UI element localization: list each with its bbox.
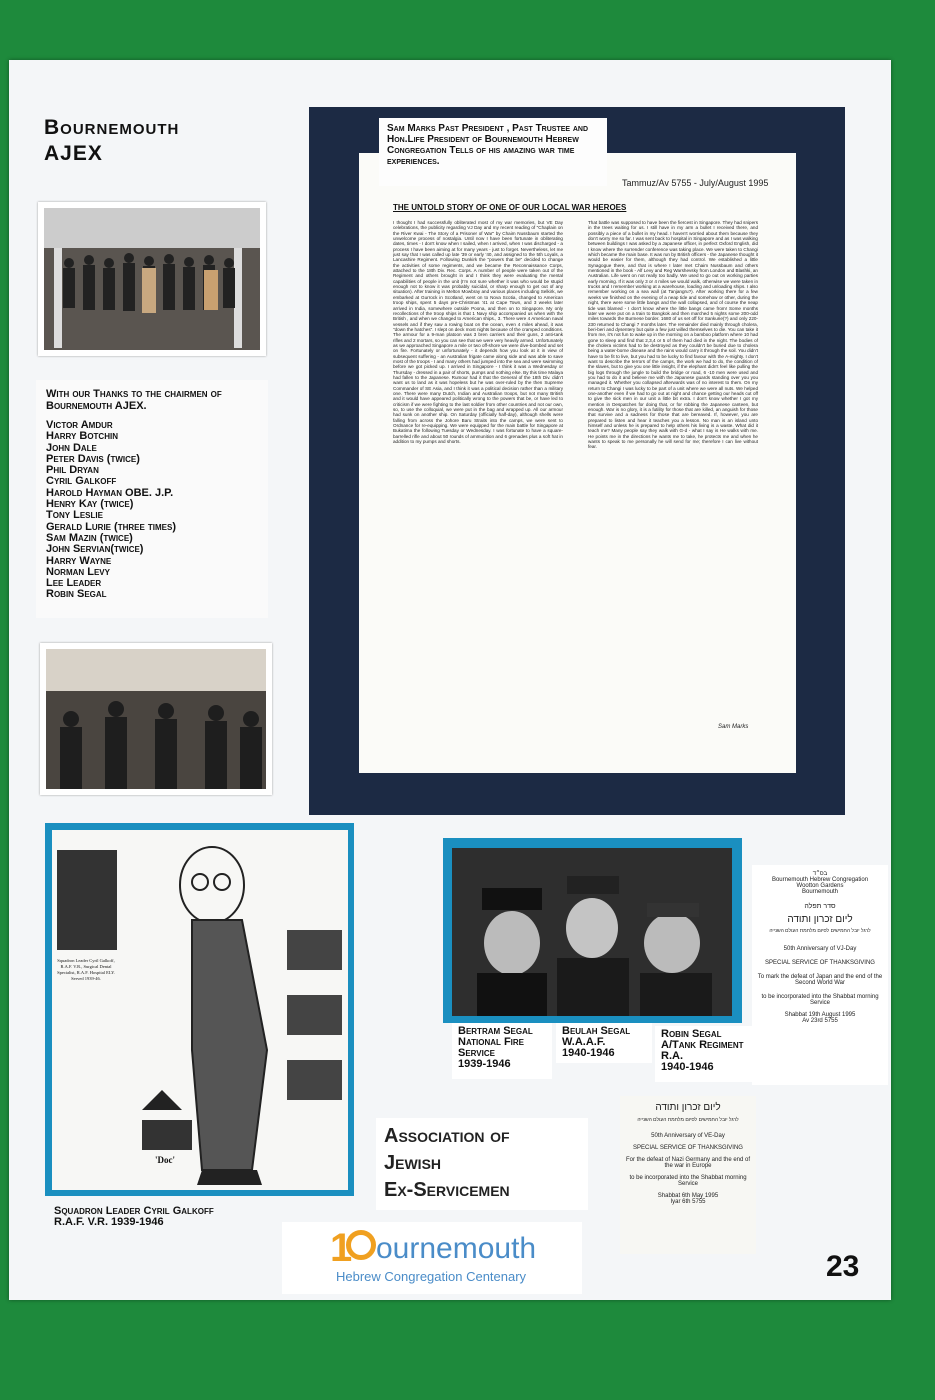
list-item: Harry Botchin <box>46 430 118 443</box>
centenary-logo <box>282 1222 582 1294</box>
logo-number: 1 <box>330 1226 353 1270</box>
list-item: Henry Kay (twice) <box>46 498 134 511</box>
cartoon-caption: 'Doc' <box>155 1155 175 1165</box>
ajex-group-photo <box>38 202 266 356</box>
logo-tagline: Hebrew Congregation Centenary <box>336 1269 527 1284</box>
ve-day-service-card: ליום זכרון ותודה לרגל יובל החמישים לסיום מלחמת העולם השנייה 50th Anniversary of VE-Day SPECIAL SERVICE OF THANKSGIVING For the defeat of Nazi Germany and the end of the war in Europe to be incorporated into the Shabbat morning Service Shabbat 6th May 1995 Iyar 6th 5755 <box>620 1096 756 1254</box>
logo-ring-icon <box>346 1230 376 1260</box>
article-column-2: That battle was supposed to have been the fiercest in Singapore. They had snipers in the trees waiting for us. I still have in my arm a bullet I received there, and possibly a piece of a bullet in my head. I haven't worried about them because they don't worry me so far. I was sent back to hospital in Singapore and as I was walking between buildings I was asked by a Japanese officer, in perfect Oxford English, did I know where the surrender conference was taking place. We were taken to Changi which became the main base. It was run by British officers - the Japanese thought it would be easier for them, although they had control. We established a little Synagogue there, and that is where I later met Chaim Nussbaum and others mentioned in the book - Alf Levy and Reg Warshevsky from London and Blashki, an Australian. Life went on not really too badly. We used to go out on working parties early morning. If it was only 3 or 4 miles we would walk, otherwise we were taken in trucks and I remember working at a warehouse, loading and unloading ships. I also remember working on a sea wall (at Tanjangru?). After working there for a few weeks we finished on the evening of a neap tide and somehow or other, during the night, there were some little bangs and the wall collapsed, and of course the neap tide was blamed - I don't know where the little bangs came from! Some months later we were put on a train to Bangkok and then marched 5 nights some 200-odd miles towards the Burmese border. 1680 of us set off for Sankurie(?) and only 220-230 returned to Changi 7 months later. The remainder died mainly through cholera, beri-beri and dysentery but quite a few just willed themselves to die. You can take it from me, it's not fun to wake up in the morning on a bamboo platform where 10 had gone to sleep and find that 2,3,4 or 5 of them had died in the night. The bodies of the cholera victims had to be destroyed as they couldn't be buried due to cholera being a water-borne disease and the rains would carry it through the soil. You didn't have to be fit to live, but you had to be lucky to find favour with the A-mighty. I don't want to describe the terrors of the camps, the work we had to do, the condition of the slaves, but to give you one little insight, if the elephant didn't feel like pulling the big logs through the jungle to build the bridge or road, 6 -10 men were used and you had to do it and believe me with the Japanese guards standing over you you managed it. Whether you collapsed afterwards was of no interest to them. On my return to Changi I was lucky to be part of a unit where we were all nuts. We helped one-another even if we had to go out at night and chance getting our heads cut off to give the sick men in our unit a little bit extra. I don't know whether I got my mention in Despatches for doing that, or for robbing the Japanese canteen, but enough. War is no glory, it is a futility for those that are killed, an anguish for those that survive and a sadness for those that are bereaved. If, however, you are prepared to listen and hear it teaches you a lesson. No man is an island unto himself and unless he is prepared to help others his living is a waste. What did it teach me? Many people say they walk with G-d - what I say is He walks with me. He points me in the directions he wants me to take, he protects me and when he wants to speak to me personally he will send for me; therefore I can live without fear. <box>588 220 758 450</box>
segal-label-beulah: Beulah Segal W.A.A.F. 1940-1946 <box>556 1023 652 1063</box>
article-date: Tammuz/Av 5755 - July/August 1995 <box>622 178 769 188</box>
page-number: 23 <box>826 1250 860 1283</box>
parade-figures <box>46 649 266 789</box>
list-item: Peter Davis (twice) <box>46 452 140 465</box>
parade-photo <box>40 643 272 795</box>
list-item: Norman Levy <box>46 565 110 578</box>
vj-day-service-card: בס״ד Bournemouth Hebrew Congregation Wootton Gardens Bournemouth סדר תפלה ליום זכרון ותודה לרגל יובל החמישים לסיום מלחמת העולם השנייה 50th Anniversary of VJ-Day SPECIAL SERVICE OF THANKSGIVING To mark the defeat of Japan and the end of the Second World War to be incorporated into the Shabbat morning Service Shabbat 19th August 1995 Av 23rd 5755 <box>752 865 888 1085</box>
thanks-panel <box>36 380 268 618</box>
thanks-heading: With our Thanks to the chairmen of Bournemouth AJEX. <box>46 388 222 412</box>
association-title: Association of Jewish Ex-Servicemen <box>376 1118 588 1210</box>
segal-family-photo <box>452 848 732 1016</box>
chairmen-list <box>46 420 176 601</box>
logo-wordmark: ournemouth <box>376 1232 537 1265</box>
segal-label-bertram: Bertram Segal National Fire Service 1939-1946 <box>452 1023 552 1079</box>
list-item: Lee Leader <box>46 577 102 590</box>
article-headline: THE UNTOLD STORY OF ONE OF OUR LOCAL WAR HEROES <box>393 203 627 212</box>
list-item: Tony Leslie <box>46 509 103 522</box>
article-column-1: I thought I had successfully obliterated most of my war memories, but VE Day celebrations, the publicity regarding VJ Day and my recent reading of "Chaplain on the River Kwai - The Story of a Prisoner of War" by Chaim Nussbaum started the unwelcome process of nostalgia. Until now I have been fortunate in obliterating dates, times - I don't know when I sailed, when I arrived, when I was discharged - a process I have been aiming at for many years - just to forget. Nevertheless, let me just say that I was called up late '39 or early '40, and assigned to the 5th Loyals, a Lancashire Regiment. Following Dunkirk the "powers that be" decided to change the activities of some regiments, and we became the Reconnaissance Corps, attached to the 18th Div. Rec. Corps. A number of people were taken out of the Regiment and others brought in and I think they were evaluating the mental capabilities of people in the unit (I'm not sure whether it was who would be stupid enough not to know it was probably suicidal, or sharp enough to get out of any situation). After training in Melton Mowbray and various places including Selkirk, we embarked at Gurrock in Scotland, went on to Nova Scotia, changed to American troop ships, spent 5 days pre-Christmas '41 at Cape Town, and 3 weeks later arrived in India, somewhere outside Poona, and then on to Singapore. My only recollections of the troop ships is that 1 Navy ship accompanied us when with the British , and when we changed to American ships., 3. There were 4 American naval vessels and if they saw a rowing boat on the ocean, even 4 miles ahead, it was "down the hatches". I slept on deck most nights because of the cramped conditions. The armour for a 9-man platoon was 3 bren carriers and their guns, 2 anti-tank rifles and 2 mortars, so you can see that we were very heavily armed. Unfortunately as we approached Singapore a mile or two off-shore we were dive-bombed and set on fire. Fortunately or unfortunately - it depends how you look at it in view of subsequent suffering - an Australian frigate came along side and was able to save most of the troops - I and many others had jumped into the sea and were swimming before we got picked up. I arrived in Singapore - I think it was a Wednesday or Thursday - dressed in a pair of shorts, pumps and nothing else. By this time Malaya had fallen to the Japanese. Rumour had it that the General of the 18th Div. didn't want us to land as it was hopeless but he was over-ruled by the then Supreme Commander of SE Asia, and I think it was a political decision rather than a military one. There were many Dutch, Indian and Australian troops, but not many British and it would have appeared politically wrong to the powers that be, or have led to criticism if we were fighting to the last soldier from other countries and not our own, so, to use the colloquial, we were put in the bag and wrapped up. All our armour had sunk on another ship. On Saturday (officially half-day), although shells were falling from across the Johore Baru Straits into the camps, we were sent to Ordnance for re-equipping. We were equipped for the main battle for Singapore at Bukatima the following Tuesday or Wednesday. I was fortunate to have a square-barrelled rifle and about 50 rounds of ammunition and 6 grenades plus a soft hat in addition to my pumps and shorts. <box>393 220 563 445</box>
board-title: Bournemouth AJEX <box>44 116 180 165</box>
list-item: Harold Hayman OBE. J.P. <box>46 486 174 499</box>
list-item: Sam Mazin (twice) <box>46 531 133 544</box>
list-item: Gerald Lurie (three times) <box>46 520 176 533</box>
list-item: John Servian(twice) <box>46 543 144 556</box>
segal-figures <box>452 848 732 1016</box>
segal-label-robin: Robin Segal A/Tank Regiment R.A. 1940-1946 <box>655 1026 765 1082</box>
list-item: Victor Amdur <box>46 419 113 431</box>
article-signature: Sam Marks <box>718 724 749 730</box>
photo-caption: Squadron Leader Cyril Galkoff, R.A.F. V.R., Surgical Dental Specialist, R.A.F. Hospital ELY. Served 1939-46. <box>57 958 115 981</box>
caricature-drawing <box>52 830 348 1190</box>
list-item: Phil Dryan <box>46 464 99 477</box>
list-item: Harry Wayne <box>46 554 112 567</box>
group-figures <box>44 208 260 350</box>
article-caption: Sam Marks Past President , Past Trustee and Hon.Life President of Bournemouth Hebrew Congregation Tells of his amazing war time experiences. <box>379 118 607 186</box>
list-item: Cyril Galkoff <box>46 475 117 488</box>
galkoff-cartoon-panel <box>52 830 348 1190</box>
galkoff-label: Squadron Leader Cyril Galkoff R.A.F. V.R. 1939-1946 <box>46 1203 222 1231</box>
list-item: John Dale <box>46 441 97 454</box>
list-item: Robin Segal <box>46 588 107 601</box>
